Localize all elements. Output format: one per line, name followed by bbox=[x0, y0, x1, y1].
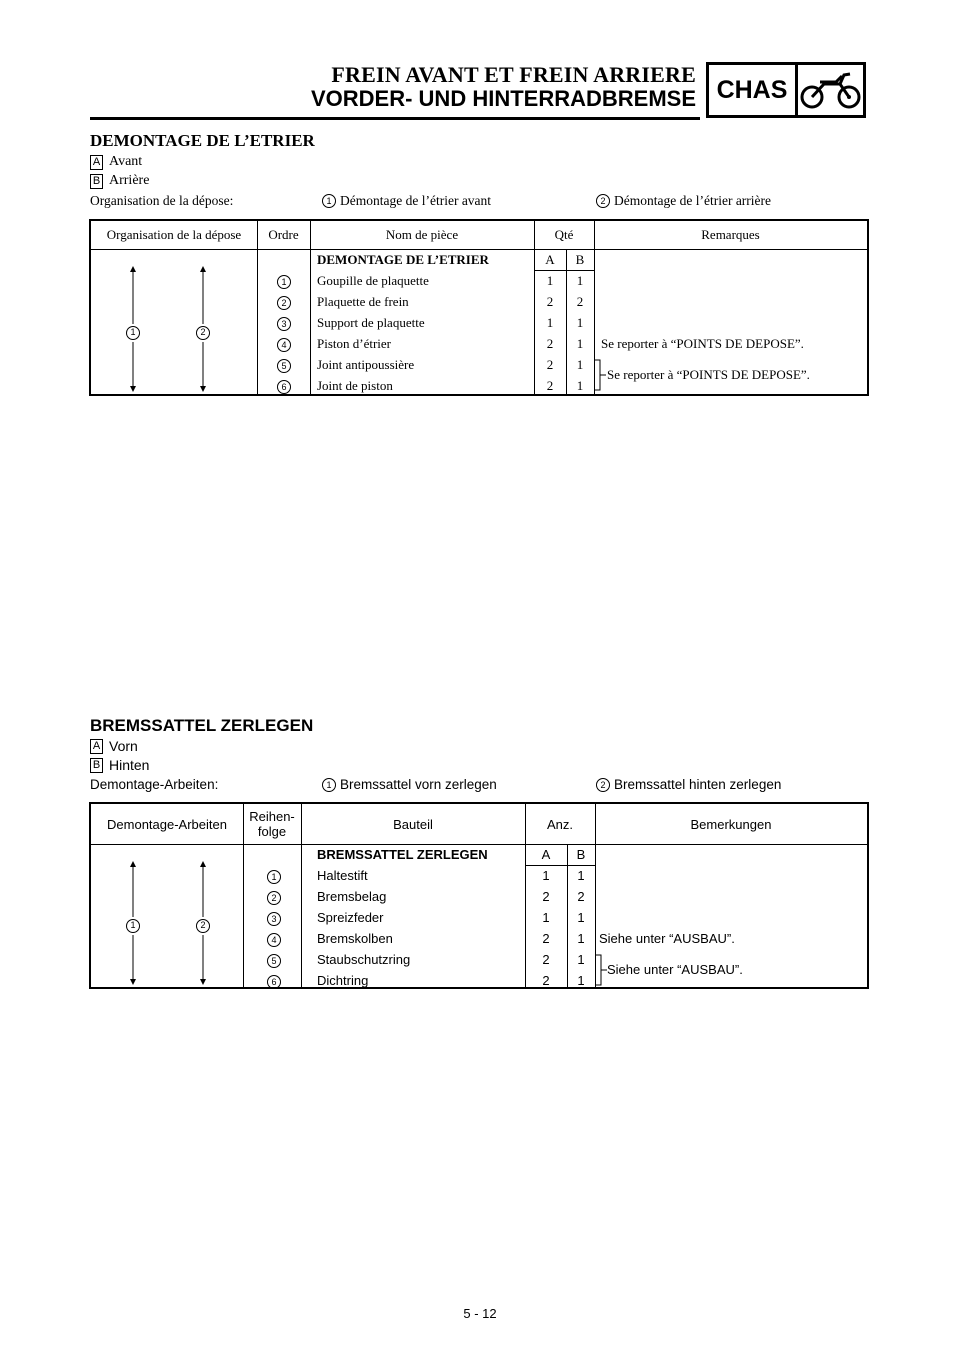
arrow-label-1: 1 bbox=[130, 327, 136, 337]
org-line-fr bbox=[90, 193, 870, 211]
arrow-label-1: 1 bbox=[130, 920, 136, 930]
legend-item-a-fr bbox=[90, 154, 142, 170]
qty-header-a: A bbox=[541, 847, 551, 862]
section-title-de: BREMSSATTEL ZERLEGEN bbox=[90, 716, 314, 735]
col-header-remarks: Remarques bbox=[701, 227, 760, 242]
legend-text: Vorn bbox=[109, 738, 138, 754]
legend-text: Hinten bbox=[109, 757, 150, 773]
qty-header-b: B bbox=[575, 252, 585, 267]
org-item-1: 1 Bremssattel vorn zerlegen bbox=[322, 777, 497, 792]
legend-item-a-de bbox=[90, 738, 138, 754]
page-number: 5 - 12 bbox=[463, 1306, 497, 1321]
col-header-part: Bauteil bbox=[393, 816, 433, 832]
org-item-1: 1 Démontage de l’étrier avant bbox=[322, 193, 491, 209]
arrow-label-2: 2 bbox=[200, 327, 206, 337]
table-header bbox=[91, 221, 867, 250]
org-item-2: 2 Bremssattel hinten zerlegen bbox=[596, 777, 781, 792]
chapter-badge bbox=[706, 62, 866, 118]
remark-seals: Siehe unter “AUSBAU”. bbox=[607, 962, 743, 977]
col-header-order: Ordre bbox=[268, 227, 299, 242]
order-arrows bbox=[91, 844, 243, 989]
org-item-2: 2 Démontage de l’étrier arrière bbox=[596, 193, 771, 209]
org-line-de bbox=[90, 777, 870, 795]
col-header-qty: Anz. bbox=[546, 816, 573, 832]
legend-key: B bbox=[90, 758, 103, 773]
order-arrows bbox=[91, 249, 257, 396]
header-rule bbox=[90, 117, 700, 120]
remark-piston: Siehe unter “AUSBAU”. bbox=[599, 931, 735, 946]
qty-header-a: A bbox=[545, 252, 555, 267]
section-title-fr: DEMONTAGE DE L’ETRIER bbox=[90, 131, 315, 150]
org-label: Organisation de la dépose: bbox=[90, 193, 234, 208]
col-header-org: Organisation de la dépose bbox=[106, 227, 242, 242]
chapter-badge-text: CHAS bbox=[709, 65, 798, 115]
col-header-remarks: Bemerkungen bbox=[690, 816, 772, 832]
group-title: DEMONTAGE DE L’ETRIER bbox=[317, 252, 489, 267]
parts-table-de: Demontage-Arbeiten Reihen- folge Bauteil Anz. Bemerkungen 1 2 BREMSSATTEL ZERLEGEN A B 1 Haltestift 1 1 2 Bremsbelag 2 2 3 Spreizfeder 1 1 4 Bremskolben 2 1 5 Staubschutzring 2 1 6 Dichtring 2 1 Siehe unter “AUSBAU”. Siehe unter “AUSBAU”. bbox=[89, 802, 869, 989]
legend-key: A bbox=[90, 155, 103, 170]
col-header-part: Nom de pièce bbox=[385, 227, 459, 242]
motorcycle-icon bbox=[798, 65, 863, 115]
legend-text: Avant bbox=[109, 154, 143, 169]
table-header bbox=[91, 804, 867, 845]
legend-key: B bbox=[90, 174, 103, 189]
parts-table-fr: Organisation de la dépose Ordre Nom de pièce Qté Remarques 1 2 DEMONTAGE DE L’ETRIER A B 1 Goupille de plaquette 1 1 2 Plaquette de frein 2 2 3 Support de plaquette 1 1 4 Piston d’étrier 2 1 5 Joint antipoussière 2 1 6 Joint de piston 2 1 Se reporter à “POINTS DE DEPOSE”. Se reporter à “POINTS DE DEPOSE”. bbox=[89, 219, 869, 396]
legend-item-b-de bbox=[90, 757, 149, 773]
arrow-label-2: 2 bbox=[200, 920, 206, 930]
col-header-org: Demontage-Arbeiten bbox=[107, 816, 227, 832]
qty-header-b: B bbox=[576, 847, 586, 862]
legend-item-b-fr bbox=[90, 173, 149, 189]
col-header-order: Reihen- folge bbox=[249, 809, 295, 839]
remark-piston: Se reporter à “POINTS DE DEPOSE”. bbox=[601, 336, 804, 351]
header-title-de: VORDER- UND HINTERRADBREMSE bbox=[310, 86, 696, 111]
legend-text: Arrière bbox=[109, 173, 150, 188]
remark-seals: Se reporter à “POINTS DE DEPOSE”. bbox=[607, 367, 810, 382]
org-label: Demontage-Arbeiten: bbox=[90, 777, 219, 792]
group-title: BREMSSATTEL ZERLEGEN bbox=[317, 847, 488, 862]
header-title-fr: FREIN AVANT ET FREIN ARRIERE bbox=[331, 62, 696, 87]
legend-key: A bbox=[90, 739, 103, 754]
col-header-qty: Qté bbox=[554, 227, 574, 242]
